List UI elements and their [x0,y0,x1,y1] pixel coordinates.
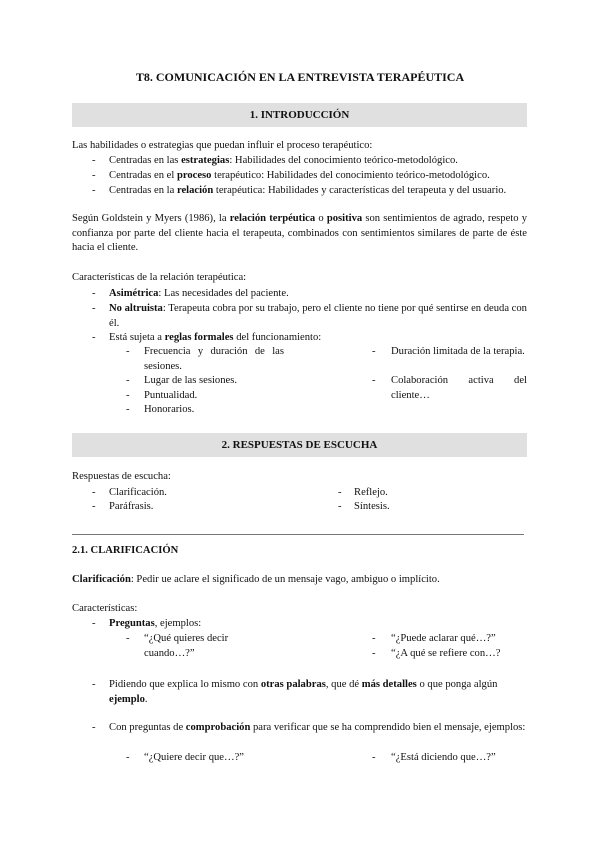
divider [72,534,524,535]
bullet-dash: - [372,633,376,644]
list-item: Paráfrasis. [109,501,154,512]
list-item: Centradas en la relación terapéutica: Habilidades y características del terapeuta y del usuario. [109,185,507,196]
subsection-heading: 2.1. CLARIFICACIÓN [72,545,179,556]
sub-item: Honorarios. [144,404,195,415]
bullet-dash: - [92,618,96,629]
bullet-dash: - [92,679,96,690]
list-item: Asimétrica: Las necesidades del paciente. [109,288,289,299]
bullet-dash: - [372,375,376,386]
bullet-dash: - [92,185,96,196]
bullet-dash: - [338,487,342,498]
list-item: Centradas en las estrategias: Habilidades del conocimiento teórico-metodológico. [109,155,458,166]
list-item: Reflejo. [354,487,388,498]
sub-item: Frecuencia y duración de las sesiones. [144,346,284,372]
list-item: Con preguntas de comprobación para verificar que se ha comprendido bien el mensaje, ejemplos: [109,722,526,733]
bullet-dash: - [126,346,130,357]
bullet-dash: - [372,752,376,763]
bullet-dash: - [92,487,96,498]
example-question: “¿Puede aclarar qué…?” [391,633,496,644]
sub-item: Lugar de las sesiones. [144,375,237,386]
list-item: Síntesis. [354,501,390,512]
bullet-dash: - [372,346,376,357]
bullet-dash: - [126,404,130,415]
bullet-dash: - [92,288,96,299]
intro-text: Las habilidades o estrategias que puedan influir el proceso terapéutico: [72,140,373,151]
list-item: No altruista: Terapeuta cobra por su trabajo, pero el cliente no tiene por qué sentirse en deuda con él. [109,303,527,329]
goldstein-paragraph: Según Goldstein y Myers (1986), la relación terpéutica o positiva son sentimientos de agrado, respeto y confianza por parte del cliente hacia el terapeuta, combinados con sentimientos similares de parte de éste hacia el cliente. [72,213,527,254]
sub-item: Puntualidad. [144,390,198,401]
list-item: Clarificación. [109,487,167,498]
bullet-dash: - [92,303,96,314]
sub-item: Colaboración activa del cliente… [391,375,527,401]
characteristics-label: Características de la relación terapéutica: [72,272,247,283]
respuestas-label: Respuestas de escucha: [72,471,171,482]
characteristics-label: Características: [72,603,138,614]
bullet-dash: - [92,155,96,166]
example-question: “¿A qué se refiere con…? [391,648,501,659]
bullet-dash: - [338,501,342,512]
sub-item: Duración limitada de la terapia. [391,346,525,357]
bullet-dash: - [92,722,96,733]
bullet-dash: - [372,648,376,659]
list-item: Centradas en el proceso terapéutico: Habilidades del conocimiento teórico-metodológico. [109,170,490,181]
list-item: Pidiendo que explica lo mismo con otras palabras, que dé más detalles o que ponga algún ejemplo. [109,679,498,705]
document-title: T8. COMUNICACIÓN EN LA ENTREVISTA TERAPÉUTICA [135,70,465,84]
list-item: Preguntas, ejemplos: [109,618,202,629]
example-question: “¿Quiere decir que…?” [144,752,244,763]
bullet-dash: - [126,375,130,386]
bullet-dash: - [126,390,130,401]
bullet-dash: - [92,501,96,512]
section-heading-introduccion: 1. INTRODUCCIÓN [72,103,527,127]
bullet-dash: - [92,170,96,181]
bullet-dash: - [92,332,96,343]
example-question: “¿Está diciendo que…?” [391,752,496,763]
clarificacion-definition: Clarificación: Pedir ue aclare el significado de un mensaje vago, ambiguo o implícito. [72,574,440,585]
bullet-dash: - [126,752,130,763]
list-item: Está sujeta a reglas formales del funcionamiento: [109,332,322,343]
bullet-dash: - [126,633,130,644]
example-question: “¿Qué quieres decir cuando…?” [144,633,229,659]
section-heading-respuestas: 2. RESPUESTAS DE ESCUCHA [72,433,527,457]
